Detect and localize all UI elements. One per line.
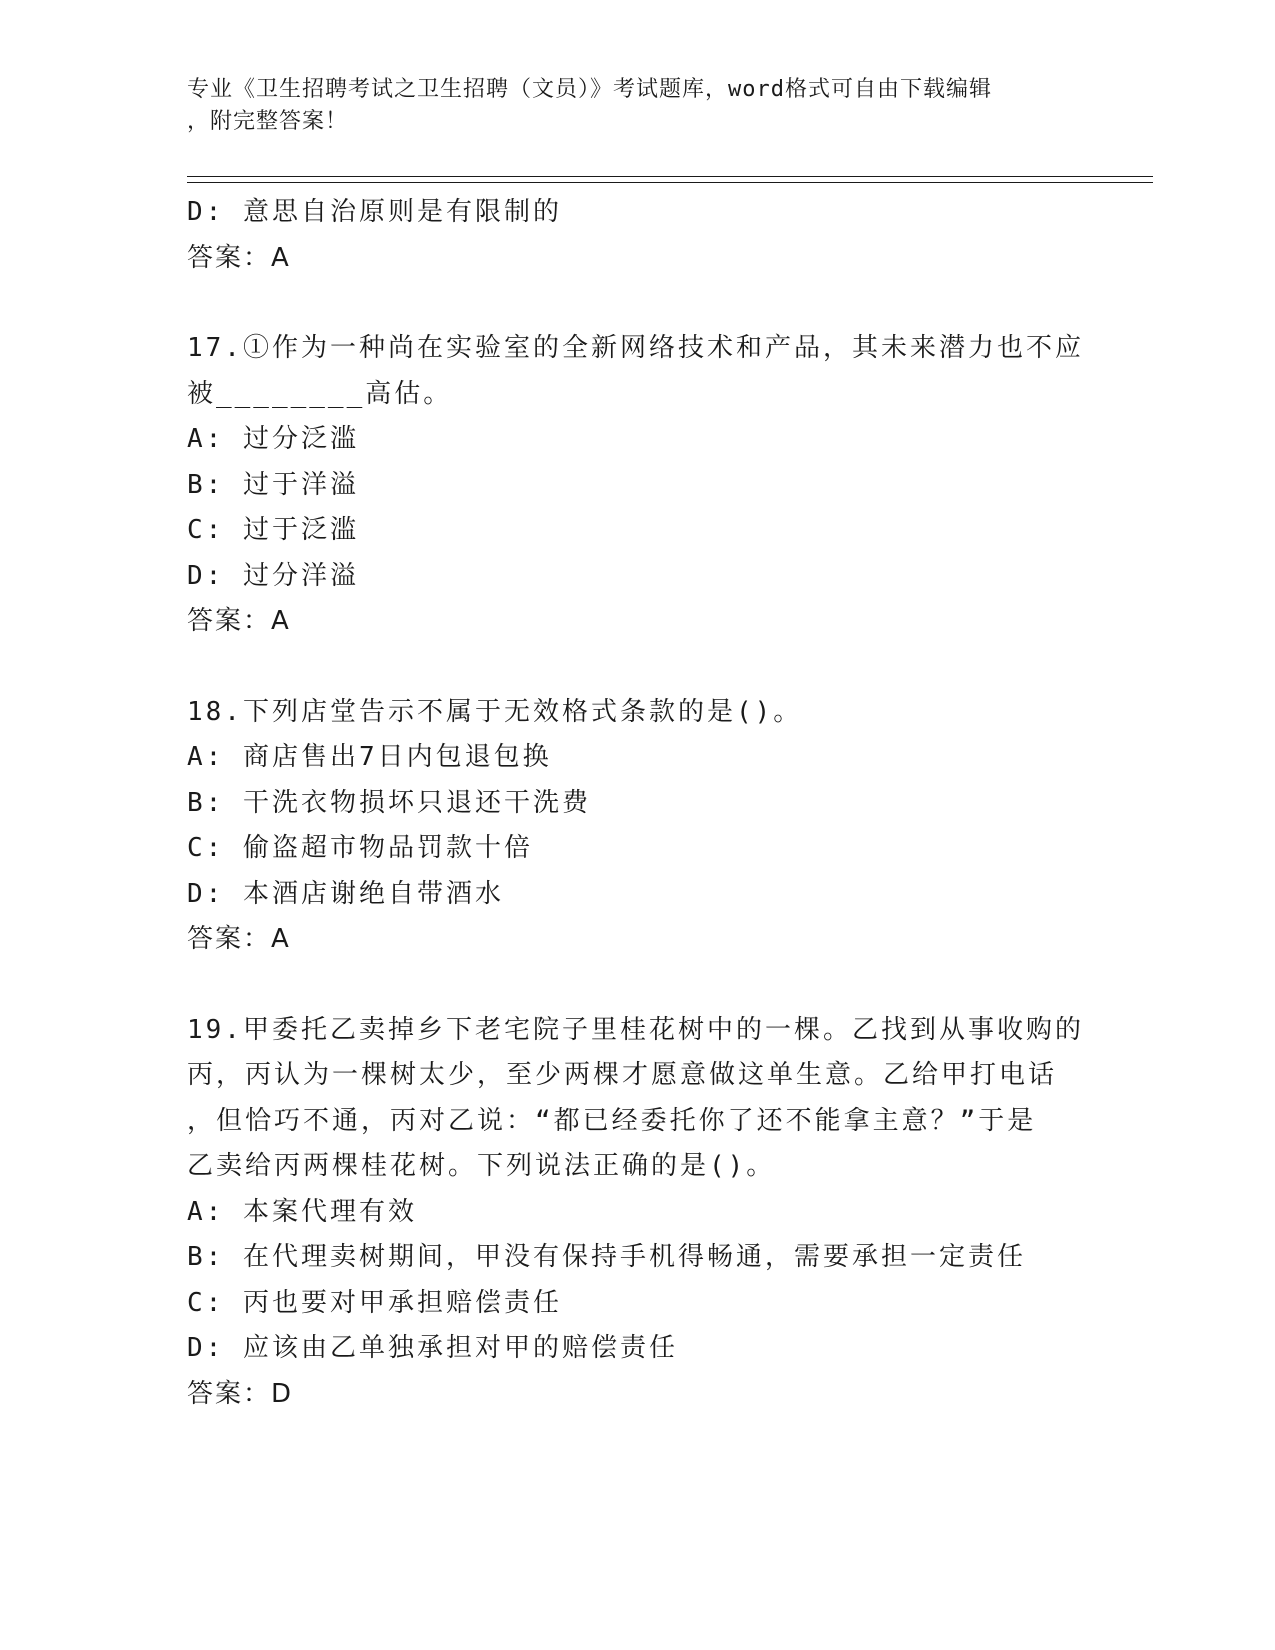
question-stem: 丙，丙认为一棵树太少，至少两棵才愿意做这单生意。乙给甲打电话 bbox=[187, 1060, 1058, 1090]
question-stem: 17.①作为一种尚在实验室的全新网络技术和产品，其未来潜力也不应 bbox=[187, 333, 1084, 363]
answer-line: 答案：D bbox=[187, 1378, 294, 1409]
option-d: D: 意思自治原则是有限制的 bbox=[187, 197, 562, 227]
header-line-2: ，附完整答案！ bbox=[187, 109, 349, 134]
spacer bbox=[187, 963, 1087, 1008]
answer-line: 答案：A bbox=[187, 242, 291, 273]
question-17 bbox=[187, 326, 1087, 645]
page-header bbox=[187, 74, 1087, 138]
option-a: A: 过分泛滥 bbox=[187, 424, 359, 454]
question-18 bbox=[187, 690, 1087, 963]
option-d: D: 应该由乙单独承担对甲的赔偿责任 bbox=[187, 1333, 678, 1363]
header-line-1: 专业《卫生招聘考试之卫生招聘（文员）》考试题库，word格式可自由下载编辑 bbox=[187, 77, 992, 102]
question-stem: 乙卖给丙两棵桂花树。下列说法正确的是()。 bbox=[187, 1151, 776, 1181]
question-stem: ，但恰巧不通，丙对乙说：“都已经委托你了还不能拿主意？”于是 bbox=[187, 1105, 1037, 1136]
option-d: D: 过分洋溢 bbox=[187, 560, 359, 591]
option-c: C: 过于泛滥 bbox=[187, 515, 359, 545]
question-19 bbox=[187, 1008, 1087, 1418]
option-b: B: 过于洋溢 bbox=[187, 469, 359, 500]
header-divider bbox=[187, 176, 1153, 183]
question-stem: 18.下列店堂告示不属于无效格式条款的是()。 bbox=[187, 696, 803, 727]
question-stem: 19.甲委托乙卖掉乡下老宅院子里桂花树中的一棵。乙找到从事收购的 bbox=[187, 1014, 1084, 1045]
spacer bbox=[187, 281, 1087, 326]
question-stem: 被________高估。 bbox=[187, 378, 453, 409]
previous-question-tail bbox=[187, 190, 1087, 281]
question-content bbox=[187, 190, 1087, 1417]
option-a: A: 本案代理有效 bbox=[187, 1196, 417, 1227]
option-a: A: 商店售出7日内包退包换 bbox=[187, 742, 552, 772]
option-b: B: 干洗衣物损坏只退还干洗费 bbox=[187, 787, 591, 818]
answer-line: 答案：A bbox=[187, 924, 291, 954]
option-b: B: 在代理卖树期间，甲没有保持手机得畅通，需要承担一定责任 bbox=[187, 1242, 1026, 1272]
option-d: D: 本酒店谢绝自带酒水 bbox=[187, 878, 504, 909]
option-c: C: 偷盗超市物品罚款十倍 bbox=[187, 833, 533, 863]
spacer bbox=[187, 645, 1087, 690]
option-c: C: 丙也要对甲承担赔偿责任 bbox=[187, 1287, 562, 1318]
answer-line: 答案：A bbox=[187, 606, 291, 636]
